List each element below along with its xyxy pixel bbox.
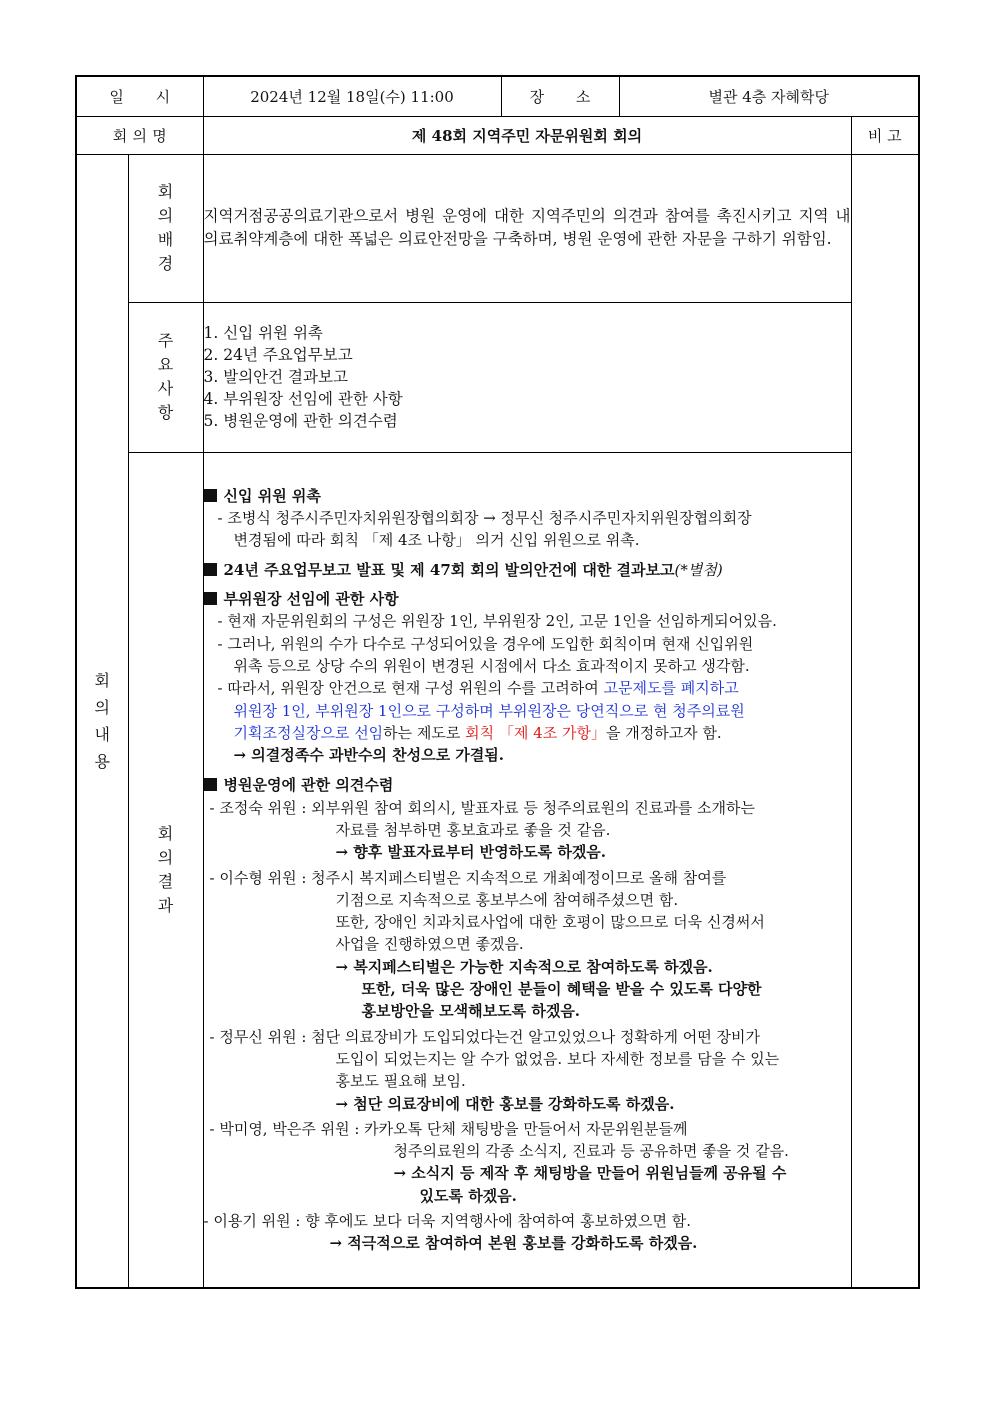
text-span: 하는 제도로 [383, 723, 466, 742]
content-label-char: 용 [94, 751, 110, 771]
content-label [76, 154, 128, 1288]
results-label [128, 452, 203, 1288]
minutes-document [75, 75, 918, 1289]
comment-line: - 조정숙 위원 : 외부위원 참여 회의시, 발표자료 등 청주의료원의 진료과를 소개하는 [209, 798, 756, 817]
meeting-name-value: 제 48회 지역주민 자문위원회 회의 [203, 116, 851, 154]
text-span: 을 개정하고자 함. [605, 723, 722, 742]
resolution-line: → 의결정족수 과반수의 찬성으로 가결됨. [233, 746, 505, 765]
minutes-table [75, 75, 920, 1289]
comment-line: 사업을 진행하였으면 좋겠음. [335, 935, 524, 954]
agenda-item: 5. 병원운영에 관한 의견수렴 [203, 412, 398, 430]
section-new-member [204, 485, 851, 507]
square-bullet-icon [204, 489, 217, 502]
response-line: → 소식지 등 제작 후 채팅방을 만들어 위원님들께 공유될 수 [393, 1164, 787, 1183]
date-label: 일 시 [109, 87, 184, 106]
response-line: → 복지페스티벌은 가능한 지속적으로 참여하도록 하겠음. [335, 957, 713, 976]
text-line: - 그러나, 위원의 수가 다수로 구성되어있을 경우에 도입한 회칙이며 현재 신입위원 [217, 634, 754, 653]
background-label-line: 회 의 [157, 182, 188, 225]
agenda-item: 2. 24년 주요업무보고 [203, 346, 353, 364]
section-title: 신입 위원 위촉 [223, 486, 321, 505]
response-line: → 첨단 의료장비에 대한 홍보를 강화하도록 하겠음. [335, 1094, 675, 1113]
response-line: → 적극적으로 참여하여 본원 홍보를 강화하도록 하겠음. [329, 1234, 698, 1253]
meeting-name-label-cell [76, 116, 203, 154]
text-line [204, 677, 851, 699]
text-line: 변경됨에 따라 회칙 「제 4조 나항」 의거 신입 위원으로 위촉. [233, 531, 640, 550]
content-label-char: 의 [94, 697, 110, 717]
date-label-cell [76, 76, 203, 116]
comment-line: 기점으로 지속적으로 홍보부스에 참여해주셨으면 함. [335, 890, 679, 909]
section-title: 병원운영에 관한 의견수렴 [223, 776, 394, 795]
section-title: 24년 주요업무보고 발표 및 제 47회 회의 발의안건에 대한 결과보고 [223, 560, 675, 579]
remarks-label: 비 고 [851, 116, 919, 154]
date-value: 2024년 12월 18일(수) 11:00 [203, 76, 501, 116]
meeting-name-label: 회의명 [112, 126, 172, 145]
comment-line: - 정무신 위원 : 첨단 의료장비가 도입되었다는건 알고있었으나 정확하게 어떤 장비가 [209, 1027, 760, 1046]
agenda-item: 4. 부위원장 선임에 관한 사항 [203, 390, 403, 408]
comment-line: 도입이 되었는지는 알 수가 없었음. 보다 자세한 정보를 담을 수 있는 [335, 1049, 780, 1068]
square-bullet-icon [204, 592, 217, 605]
response-line: 홍보방안을 모색해보도록 하겠음. [361, 1002, 581, 1021]
agenda-item: 1. 신입 위원 위촉 [203, 324, 323, 342]
section-report [204, 559, 851, 581]
text-line [204, 722, 851, 744]
section-title: 부위원장 선임에 관한 사항 [223, 590, 399, 609]
square-bullet-icon [204, 778, 217, 791]
highlight-blue: 위원장 1인, 부위원장 1인으로 구성하며 부위원장은 당연직으로 현 청주의료원 [233, 701, 745, 720]
place-label-cell [501, 76, 619, 116]
highlight-red: 회칙 「제 4조 가항」 [465, 723, 606, 742]
content-label-char: 회 [94, 670, 110, 690]
comment-line: 홍보도 필요해 보임. [335, 1072, 466, 1091]
highlight-blue: 기획조정실장으로 선임 [233, 723, 384, 742]
background-label-line: 배 경 [157, 230, 188, 273]
comment-line: - 이수형 위원 : 청주시 복지페스티벌은 지속적으로 개최예정이므로 올해 참여를 [209, 868, 727, 887]
remarks-cell [851, 154, 919, 1288]
response-line: → 향후 발표자료부터 반영하도록 하겠음. [335, 843, 607, 862]
attachment-note: (*별첨) [674, 560, 723, 579]
comment-line: - 박미영, 박은주 위원 : 카카오톡 단체 채팅방을 만들어서 자문위원분들께 [209, 1119, 688, 1138]
text-span: - 따라서, 위원장 안건으로 현재 구성 위원의 수를 고려하여 [217, 679, 604, 698]
agenda-list [203, 302, 851, 452]
agenda-label [128, 302, 203, 452]
place-value: 별관 4층 자혜학당 [619, 76, 919, 116]
agenda-item: 3. 발의안건 결과보고 [203, 368, 348, 386]
response-line: 있도록 하겠음. [419, 1186, 517, 1205]
background-label [128, 154, 203, 302]
square-bullet-icon [204, 563, 217, 576]
text-line: 위촉 등으로 상당 수의 위원이 변경된 시점에서 다소 효과적이지 못하고 생각함. [233, 656, 750, 675]
results-body [203, 452, 851, 1288]
response-line: 또한, 더욱 많은 장애인 분들이 혜택을 받을 수 있도록 다양한 [361, 980, 762, 999]
results-label-line: 회 의 [157, 823, 188, 867]
agenda-label-line: 주 요 [157, 331, 188, 374]
results-label-line: 결 과 [157, 871, 188, 915]
content-label-char: 내 [94, 724, 110, 744]
comment-line: 자료를 첨부하면 홍보효과로 좋을 것 같음. [335, 821, 611, 839]
comment-line: 또한, 장애인 치과치료사업에 대한 호평이 많으므로 더욱 신경써서 [335, 913, 765, 932]
place-label: 장 소 [529, 87, 604, 106]
section-opinions [204, 774, 851, 796]
text-line: - 현재 자문위원회의 구성은 위원장 1인, 부위원장 2인, 고문 1인을 선임하게되어있음. [217, 612, 777, 631]
agenda-label-line: 사 항 [157, 379, 188, 422]
text-line: - 조병식 청주시주민자치위원장협의회장 → 정무신 청주시주민자치위원장협의회장 [217, 509, 752, 528]
highlight-blue: 고문제도를 폐지하고 [603, 679, 739, 698]
comment-line: - 이용기 위원 : 향 후에도 보다 더욱 지역행사에 참여하여 홍보하였으면 함. [203, 1212, 692, 1231]
comment-line: 청주의료원의 각종 소식지, 진료과 등 공유하면 좋을 것 같음. [393, 1142, 789, 1161]
background-text: 지역거점공공의료기관으로서 병원 운영에 대한 지역주민의 의견과 참여를 촉진시키고 지역 내 의료취약계층에 대한 폭넓은 의료안전망을 구축하며, 병원 운영에 관한 자문을 구하기 위함임. [203, 154, 851, 302]
section-vice-chair [204, 588, 851, 610]
